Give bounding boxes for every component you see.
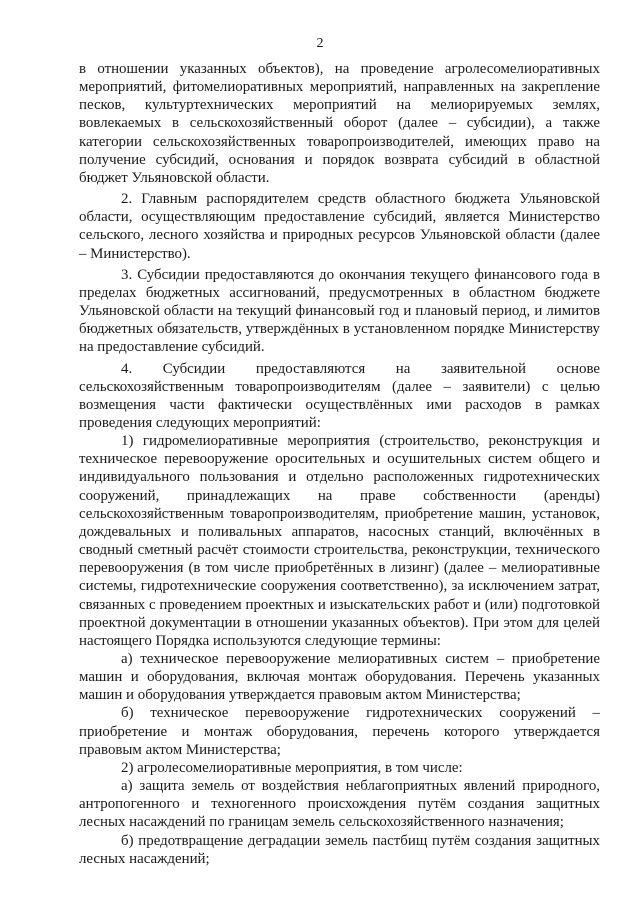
paragraph-4-item-1b: б) техническое перевооружение гидротехнических сооружений – приобретение и монтаж оборудования, перечень которого утверждается правовым актом Министерства; <box>79 705 600 758</box>
page-number: 2 <box>316 36 324 51</box>
paragraph-2: 2. Главным распорядителем средств областного бюджета Ульяновской области, осуществляющим предоставление субсидий, является Министерство сельского, лесного хозяйства и природных ресурсов Ульяновской области (далее – Министерство). <box>79 191 600 262</box>
paragraph-3: 3. Субсидии предоставляются до окончания текущего финансового года в пределах бюджетных ассигнований, предусмотренных в областном бюджете Ульяновской области на текущий финансовый год и плановый период, и лимитов бюджетных обязательств, утверждённых в установленном порядке Министерству на предоставление субсидий. <box>79 266 600 356</box>
paragraph-continuation: в отношении указанных объектов), на проведение агролесомелиоративных мероприятий, фитомелиоративных мероприятий, направленных на закрепление песков, культуртехнических мероприятий на мелиорируемых землях, вовлекаемых в сельскохозяйственный оборот (далее – субсидии), а также категории сельскохозяйственных товаропроизводителей, имеющих право на получение субсидий, основания и порядок возврата субсидий в областной бюджет Ульяновской области. <box>79 61 600 186</box>
document-body <box>79 60 600 868</box>
paragraph-4-item-2: 2) агролесомелиоративные мероприятия, в том числе: <box>121 759 463 776</box>
paragraph-4: 4. Субсидии предоставляются на заявительной основе сельскохозяйственным товаропроизводителям (далее – заявители) с целью возмещения части фактически осуществлённых ими расходов в рамках проведения следующих мероприятий: <box>79 360 600 431</box>
paragraph-4-item-2b: б) предотвращение деградации земель пастбищ путём создания защитных лесных насаждений; <box>79 832 600 867</box>
paragraph-4-item-1: 1) гидромелиоративные мероприятия (строительство, реконструкция и техническое перевооружение оросительных и осушительных систем общего и индивидуального пользования и отдельно расположенных гидротехнических сооружений, принадлежащих на праве собственности (аренды) сельскохозяйственным товаропроизводителям, приобретение машин, установок, дождевальных и поливальных аппаратов, насосных станций, включённых в сводный сметный расчёт стоимости строительства, реконструкции, технического перевооружения (в том числе приобретённых в лизинг) (далее – мелиоративные системы, гидротехнические сооружения соответственно), за исключением затрат, связанных с проведением проектных и изыскательских работ и (или) подготовкой проектной документации в отношении указанных объектов). При этом для целей настоящего Порядка используются следующие термины: <box>79 433 600 649</box>
paragraph-4-item-1a: а) техническое перевооружение мелиоративных систем – приобретение машин и оборудования, включая монтаж оборудования. Перечень указанных машин и оборудования утверждается правовым актом Министерства; <box>79 651 600 704</box>
paragraph-4-item-2a: а) защита земель от воздействия неблагоприятных явлений природного, антропогенного и техногенного происхождения путём создания защитных лесных насаждений по границам земель сельскохозяйственного назначения; <box>79 778 600 831</box>
